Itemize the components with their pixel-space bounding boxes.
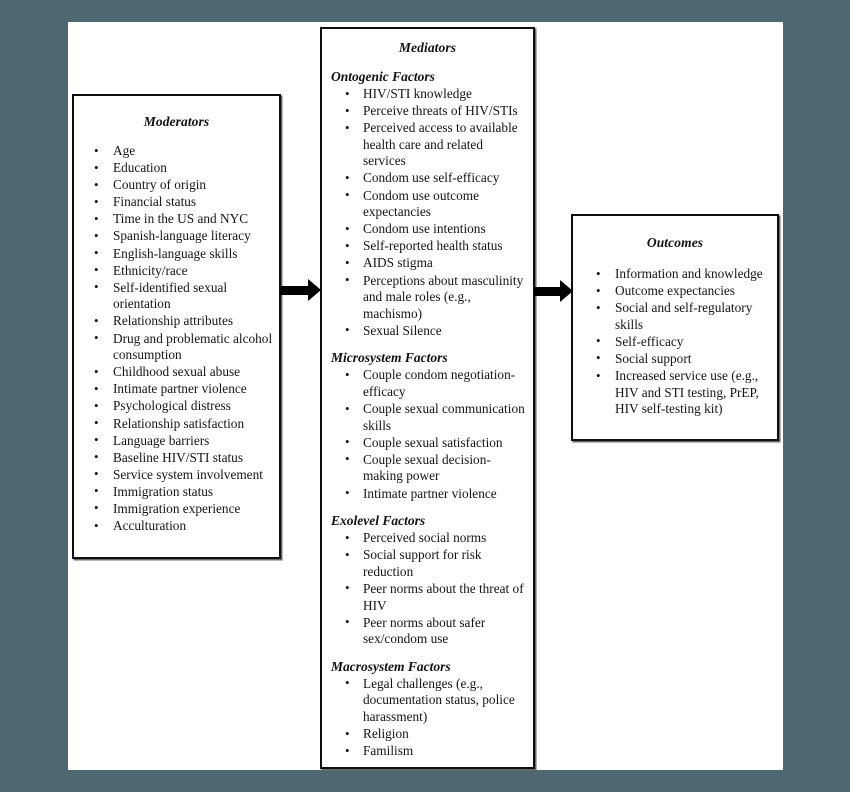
list-item: • Intimate partner violence	[80, 381, 273, 398]
list-item: • Peer norms about the threat of HIV	[330, 581, 525, 614]
list-item: • Condom use outcome expectancies	[330, 188, 525, 221]
outcomes-list	[579, 266, 771, 418]
microsystem-factors-list	[330, 367, 525, 502]
list-item: • Perceived access to available health care and related services	[330, 120, 525, 170]
list-item: • Self-reported health status	[330, 238, 525, 255]
list-item: • Drug and problematic alcohol consumption	[80, 331, 273, 364]
ontogenic-factors-list	[330, 86, 525, 339]
section-heading-exolevel: Exolevel Factors	[331, 513, 426, 529]
arrow-mediators-to-outcomes-icon	[534, 280, 573, 302]
list-item: • Couple sexual satisfaction	[330, 435, 525, 452]
arrow-moderators-to-mediators-icon	[280, 279, 321, 301]
list-item: • Social support	[579, 351, 771, 368]
list-item: • Couple sexual decision-making power	[330, 452, 525, 485]
list-item: • Legal challenges (e.g., documentation status, police harassment)	[330, 676, 525, 726]
moderators-box	[72, 94, 281, 559]
list-item: • Increased service use (e.g., HIV and STI testing, PrEP, HIV self-testing kit)	[579, 368, 771, 418]
list-item: • Couple condom negotiation-efficacy	[330, 367, 525, 400]
outcomes-title: Outcomes	[646, 235, 704, 250]
list-item: • Age	[80, 143, 273, 160]
moderators-title: Moderators	[143, 114, 210, 129]
list-item: • Social and self-regulatory skills	[579, 300, 771, 333]
list-item: • Couple sexual communication skills	[330, 401, 525, 434]
list-item: • Perceptions about masculinity and male roles (e.g., machismo)	[330, 273, 525, 323]
list-item: • Religion	[330, 726, 525, 743]
list-item: • Outcome expectancies	[579, 283, 771, 300]
list-item: • Peer norms about safer sex/condom use	[330, 615, 525, 648]
list-item: • Education	[80, 160, 273, 177]
list-item: • English-language skills	[80, 246, 273, 263]
list-item: • Spanish-language literacy	[80, 228, 273, 245]
list-item: • Condom use intentions	[330, 221, 525, 238]
figure-page	[68, 22, 783, 770]
mediators-box	[320, 27, 535, 769]
list-item: • Intimate partner violence	[330, 486, 525, 503]
outcomes-box	[571, 214, 779, 441]
list-item: • AIDS stigma	[330, 255, 525, 272]
section-heading-ontogenic: Ontogenic Factors	[331, 69, 435, 84]
moderators-list	[80, 143, 273, 535]
list-item: • Childhood sexual abuse	[80, 364, 273, 381]
list-item: • Financial status	[80, 194, 273, 211]
list-item: • Country of origin	[80, 177, 273, 194]
exolevel-factors-list	[330, 530, 525, 648]
section-heading-macrosystem: Macrosystem Factors	[331, 658, 451, 674]
arrow-shaft	[280, 286, 309, 295]
list-item: • Relationship satisfaction	[80, 416, 273, 433]
list-item: • HIV/STI knowledge	[330, 86, 525, 103]
list-item: • Psychological distress	[80, 398, 273, 415]
arrow-shaft	[534, 287, 561, 296]
list-item: • Condom use self-efficacy	[330, 170, 525, 187]
mediators-title: Mediators	[398, 40, 457, 55]
list-item: • Immigration experience	[80, 501, 273, 518]
section-heading-microsystem: Microsystem Factors	[331, 350, 448, 366]
list-item: • Immigration status	[80, 484, 273, 501]
list-item: • Self-efficacy	[579, 334, 771, 351]
list-item: • Acculturation	[80, 518, 273, 535]
list-item: • Social support for risk reduction	[330, 547, 525, 580]
list-item: • Perceive threats of HIV/STIs	[330, 103, 525, 120]
list-item: • Service system involvement	[80, 467, 273, 484]
macrosystem-factors-list	[330, 676, 525, 760]
list-item: • Relationship attributes	[80, 313, 273, 330]
list-item: • Familism	[330, 743, 525, 760]
list-item: • Information and knowledge	[579, 266, 771, 283]
list-item: • Baseline HIV/STI status	[80, 450, 273, 467]
list-item: • Self-identified sexual orientation	[80, 280, 273, 313]
list-item: • Perceived social norms	[330, 530, 525, 547]
list-item: • Sexual Silence	[330, 323, 525, 340]
list-item: • Ethnicity/race	[80, 263, 273, 280]
list-item: • Language barriers	[80, 433, 273, 450]
list-item: • Time in the US and NYC	[80, 211, 273, 228]
